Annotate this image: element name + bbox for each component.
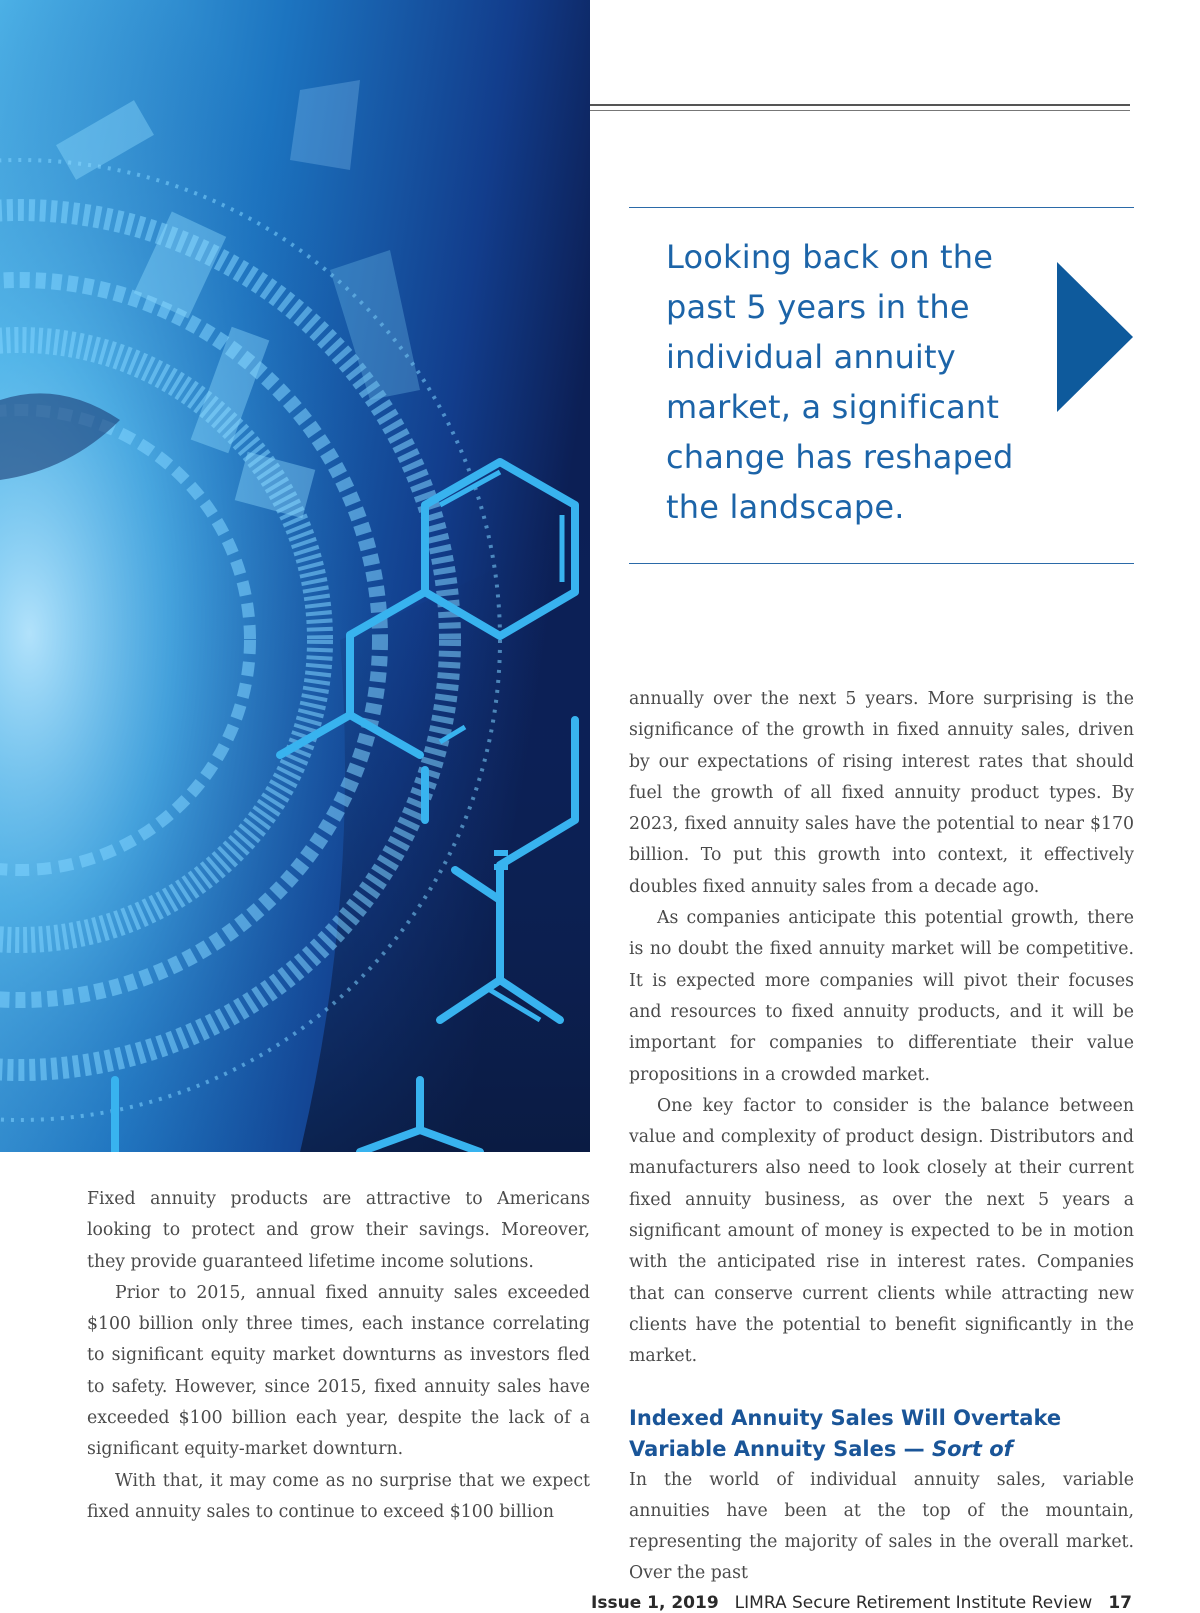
page-number: 17: [1108, 1593, 1132, 1613]
paragraph: Fixed annuity products are attractive to Americans looking to protect and grow their savings. Moreover, they provide guaranteed lifetime income solutions.: [87, 1189, 590, 1272]
paragraph: Prior to 2015, annual fixed annuity sales exceeded $100 billion only three times, each instance correlating to significant equity market downturns as investors fled to safety. However, since 2015, fixed annuity sales have exceeded $100 billion each year, despite the lack of a significant equity-market downturn.: [87, 1282, 590, 1460]
paragraph: One key factor to consider is the balance between value and complexity of product design. Distributors and manufacturers also need to look closely at their current fixed annuity business, as over the next 5 years a significant amount of money is expected to be in motion with the anticipated rise in interest rates. Companies that can conserve current clients while attracting new clients have the potential to benefit significantly in the market.: [629, 1095, 1134, 1367]
section-heading: [629, 1403, 1134, 1465]
pull-quote-top-rule: [629, 207, 1134, 208]
pull-quote: Looking back on the past 5 years in the individual annuity market, a significant change has reshaped the landscape.: [666, 238, 1014, 526]
play-arrow-icon: [1057, 262, 1133, 412]
publication-title: LIMRA Secure Retirement Institute Review: [734, 1593, 1093, 1613]
eye-technology-illustration: [0, 0, 590, 1152]
page-footer: [0, 1593, 1132, 1613]
paragraph: annually over the next 5 years. More surprising is the significance of the growth in fixed annuity sales, driven by our expectations of rising interest rates that should fuel the growth of all fixed annuity product types. By 2023, fixed annuity sales have the potential to near $170 billion. To put this growth into context, it effectively doubles fixed annuity sales from a decade ago.: [629, 689, 1134, 897]
section-heading-italic: Sort of: [931, 1436, 1013, 1461]
paragraph: As companies anticipate this potential growth, there is no doubt the fixed annuity market will be competitive. It is expected more companies will pivot their focuses and resources to fixed annuity products, and it will be important for companies to differentiate their value propositions in a crowded market.: [629, 908, 1134, 1085]
paragraph: In the world of individual annuity sales, variable annuities have been at the top of the mountain, representing the majority of sales in the overall market. Over the past: [629, 1469, 1134, 1584]
issue-label: Issue 1, 2019: [591, 1593, 719, 1613]
hero-image: [0, 0, 590, 1152]
header-double-rule: [590, 104, 1130, 111]
pull-quote-bottom-rule: [629, 563, 1134, 564]
left-column: [87, 1184, 590, 1528]
paragraph: With that, it may come as no surprise that we expect fixed annuity sales to continue to exceed $100 billion: [87, 1470, 590, 1522]
section-heading-main: Indexed Annuity Sales Will Overtake Variable Annuity Sales —: [629, 1405, 1062, 1461]
right-column: [629, 684, 1134, 1590]
